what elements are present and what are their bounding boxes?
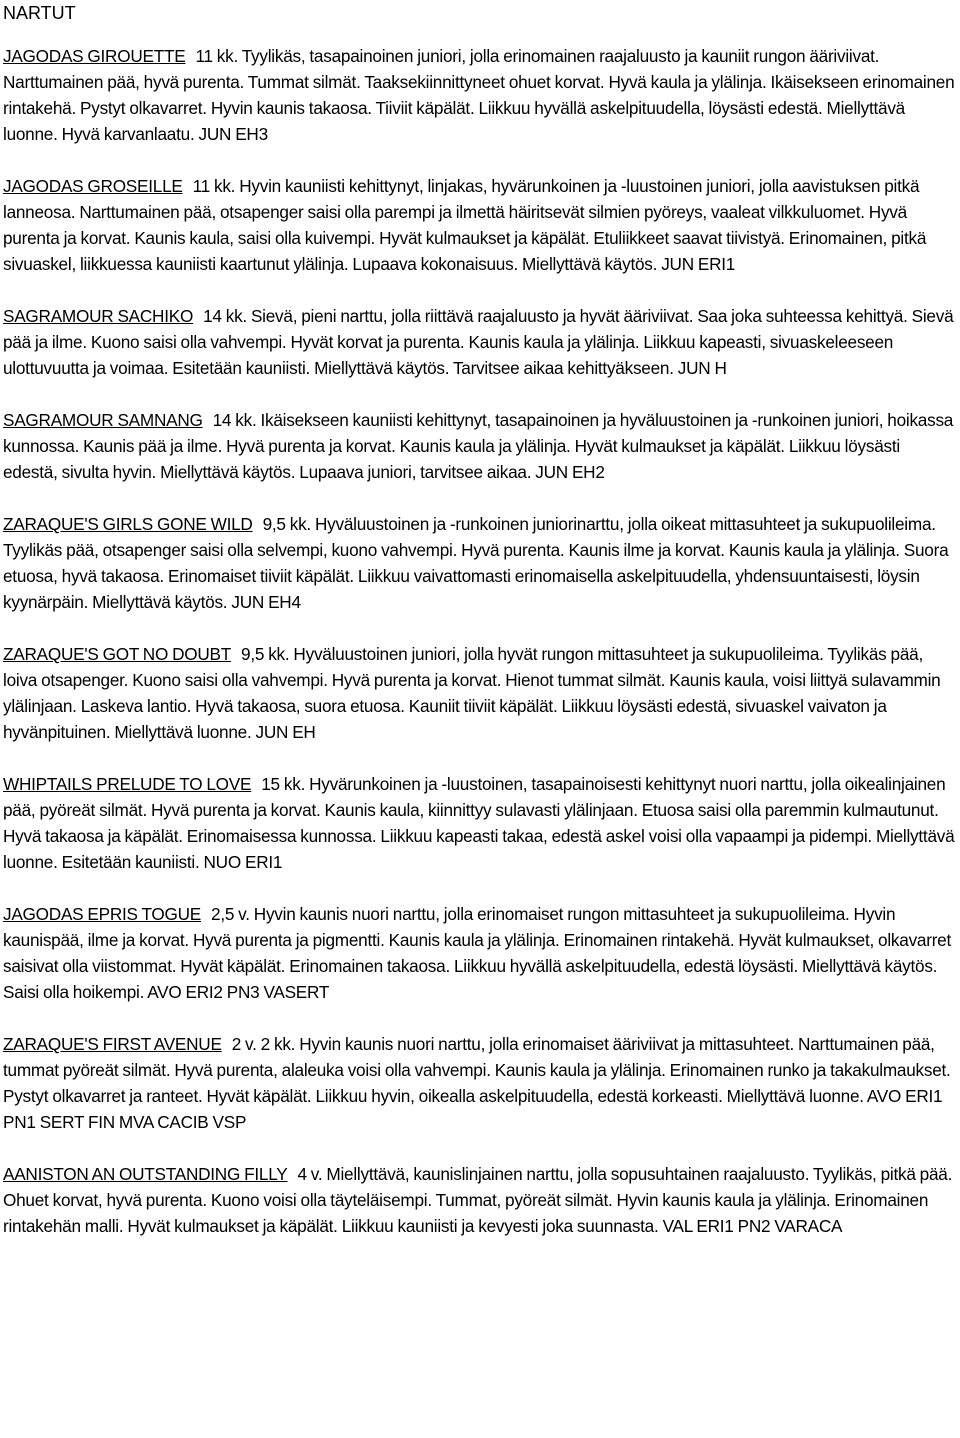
dog-name: SAGRAMOUR SACHIKO [3, 306, 194, 326]
critique-text: 11 kk. Hyvin kauniisti kehittynyt, linjakas, hyvärunkoinen ja -luustoinen juniori, jolla aavistuksen pitkä lanneosa. Narttumainen pää, otsapenger saisi olla parempi ja ilmettä häiritsevät silmien pyöreys, vaaleat vilkkuluomet. Hyvä purenta ja korvat. Kaunis kaula, saisi olla kuivempi. Hyvät kulmaukset ja käpälät. Etuliikkeet saavat tiivistyä. Erinomainen, pitkä sivuaskel, liikkuessa kauniisti kaartunut ylälinja. Lupaava kokonaisuus. Miellyttävä käytös. [3, 176, 927, 274]
critique-entry [3, 771, 955, 875]
critique-entry [3, 173, 955, 277]
critique-text: 14 kk. Ikäisekseen kauniisti kehittynyt, tasapainoinen ja hyväluustoinen ja -runkoinen juniori, hoikassa kunnossa. Kaunis pää ja ilme. Hyvä purenta ja korvat. Kaunis kaula ja ylälinja. Hyvät kulmaukset ja käpälät. Liikkuu löysästi edestä, sivulta hyvin. Miellyttävä käytös. Lupaava juniori, tarvitsee aikaa. [3, 410, 954, 482]
critique-entry [3, 407, 955, 485]
critique-text: 15 kk. Hyvärunkoinen ja -luustoinen, tasapainoisesti kehittynyt nuori narttu, jolla oikealinjainen pää, pyöreät silmät. Hyvä purenta ja korvat. Kaunis kaula, kiinnittyy sulavasti ylälinjaan. Etuosa saisi olla paremmin kulmautunut. Hyvä takaosa ja käpälät. Erinomaisessa kunnossa. Liikkuu kapeasti takaa, edestä askel voisi olla vapaampi ja pidempi. Miellyttävä luonne. Esitetään kauniisti. [3, 774, 955, 872]
document-page [3, 0, 955, 1239]
result: JUN EH [255, 722, 316, 742]
critique-entry [3, 303, 955, 381]
critique-entry [3, 511, 955, 615]
critique-text: 14 kk. Sievä, pieni narttu, jolla riittävä raajaluusto ja hyvät ääriviivat. Saa joka suhteessa kehittyä. Sievä pää ja ilme. Kuono saisi olla vahvempi. Hyvät korvat ja purenta. Kaunis kaula ja ylälinja. Liikkuu kapeasti, sivuaskeleeseen ulottuvuutta ja voimaa. Esitetään kauniisti. Miellyttävä käytös. Tarvitsee aikaa kehittyäkseen. [3, 306, 954, 378]
dog-name: JAGODAS GROSEILLE [3, 176, 183, 196]
result: VAL ERI1 PN2 VARACA [662, 1216, 843, 1236]
critique-text: 2,5 v. Hyvin kaunis nuori narttu, jolla erinomaiset rungon mittasuhteet ja sukupuolileima. Hyvin kaunispää, ilme ja korvat. Hyvä purenta ja pigmentti. Kaunis kaula ja ylälinja. Erinomainen rintakehä. Hyvät kulmaukset, olkavarret saisivat olla viistommat. Hyvät käpälät. Erinomainen takaosa. Liikkuu hyvällä askelpituudella, edestä löysästi. Miellyttävä käytös. Saisi olla hoikempi. [3, 904, 952, 1002]
dog-name: SAGRAMOUR SAMNANG [3, 410, 203, 430]
dog-name: JAGODAS EPRIS TOGUE [3, 904, 202, 924]
critique-text: 11 kk. Tyylikäs, tasapainoinen juniori, jolla erinomainen raajaluusto ja kauniit rungon ääriviivat. Narttumainen pää, hyvä purenta. Tummat silmät. Taaksekiinnittyneet ohuet korvat. Hyvä kaula ja ylälinja. Ikäisekseen erinomainen rintakehä. Pystyt olkavarret. Hyvin kaunis takaosa. Tiiviit käpälät. Liikkuu hyvällä askelpituudella, löysästi edestä. Miellyttävä luonne. Hyvä karvanlaatu. [3, 46, 955, 144]
critique-text: 2 v. 2 kk. Hyvin kaunis nuori narttu, jolla erinomaiset ääriviivat ja mittasuhteet. Narttumainen pää, tummat pyöreät silmät. Hyvä purenta, alaleuka voisi olla vahvempi. Kaunis kaula ja ylälinja. Erinomainen runko ja takakulmaukset. Pystyt olkavarret ja ranteet. Hyvät käpälät. Liikkuu hyvin, oikealla askelpituudella, edestä korkeasti. Miellyttävä luonne. [3, 1034, 951, 1106]
critique-entry [3, 901, 955, 1005]
result: NUO ERI1 [203, 852, 283, 872]
result: JUN ERI1 [661, 254, 736, 274]
result: AVO ERI2 PN3 VASERT [147, 982, 330, 1002]
result: JUN H [677, 358, 727, 378]
critique-text: 9,5 kk. Hyväluustoinen juniori, jolla hyvät rungon mittasuhteet ja sukupuolileima. Tyylikäs pää, loiva otsapenger. Kuono saisi olla vahvempi. Hyvä purenta ja korvat. Hienot tummat silmät. Kaunis kaula, voisi liittyä sulavammin ylälinjaan. Laskeva lantio. Hyvä takaosa, suora etuosa. Kauniit tiiviit käpälät. Liikkuu löysästi edestä, sivuaskel vaivaton ja hyvänpituinen. Miellyttävä luonne. [3, 644, 941, 742]
critique-text: 4 v. Miellyttävä, kaunislinjainen narttu, jolla sopusuhtainen raajaluusto. Tyylikäs, pitkä pää. Ohuet korvat, hyvä purenta. Kuono voisi olla täyteläisempi. Tummat, pyöreät silmät. Hyvin kaunis kaula ja ylälinja. Erinomainen rintakehän malli. Hyvät kulmaukset ja käpälät. Liikkuu kauniisti ja kevyesti joka suunnasta. [3, 1164, 953, 1236]
dog-name: ZARAQUE'S GIRLS GONE WILD [3, 514, 253, 534]
critique-entry [3, 43, 955, 147]
dog-name: WHIPTAILS PRELUDE TO LOVE [3, 774, 252, 794]
section-title: NARTUT [3, 3, 76, 23]
result: JUN EH4 [231, 592, 301, 612]
critique-entry [3, 1161, 955, 1239]
critique-entry [3, 1031, 955, 1135]
result: JUN EH3 [198, 124, 268, 144]
result: JUN EH2 [535, 462, 605, 482]
dog-name: ZARAQUE'S GOT NO DOUBT [3, 644, 232, 664]
critique-list [3, 43, 955, 1239]
critique-entry [3, 641, 955, 745]
dog-name: ZARAQUE'S FIRST AVENUE [3, 1034, 222, 1054]
dog-name: JAGODAS GIROUETTE [3, 46, 186, 66]
critique-text: 9,5 kk. Hyväluustoinen ja -runkoinen juniorinarttu, jolla oikeat mittasuhteet ja sukupuolileima. Tyylikäs pää, otsapenger saisi olla selvempi, kuono vahvempi. Hyvä purenta. Kaunis ilme ja korvat. Kaunis kaula ja ylälinja. Suora etuosa, hyvä takaosa. Erinomaiset tiiviit käpälät. Liikkuu vaivattomasti erinomaisella askelpituudella, yhdensuuntaisesti, löysin kyynärpäin. Miellyttävä käytös. [3, 514, 949, 612]
dog-name: AANISTON AN OUTSTANDING FILLY [3, 1164, 288, 1184]
result: AVO ERI1 PN1 SERT FIN MVA CACIB VSP [3, 1086, 943, 1132]
